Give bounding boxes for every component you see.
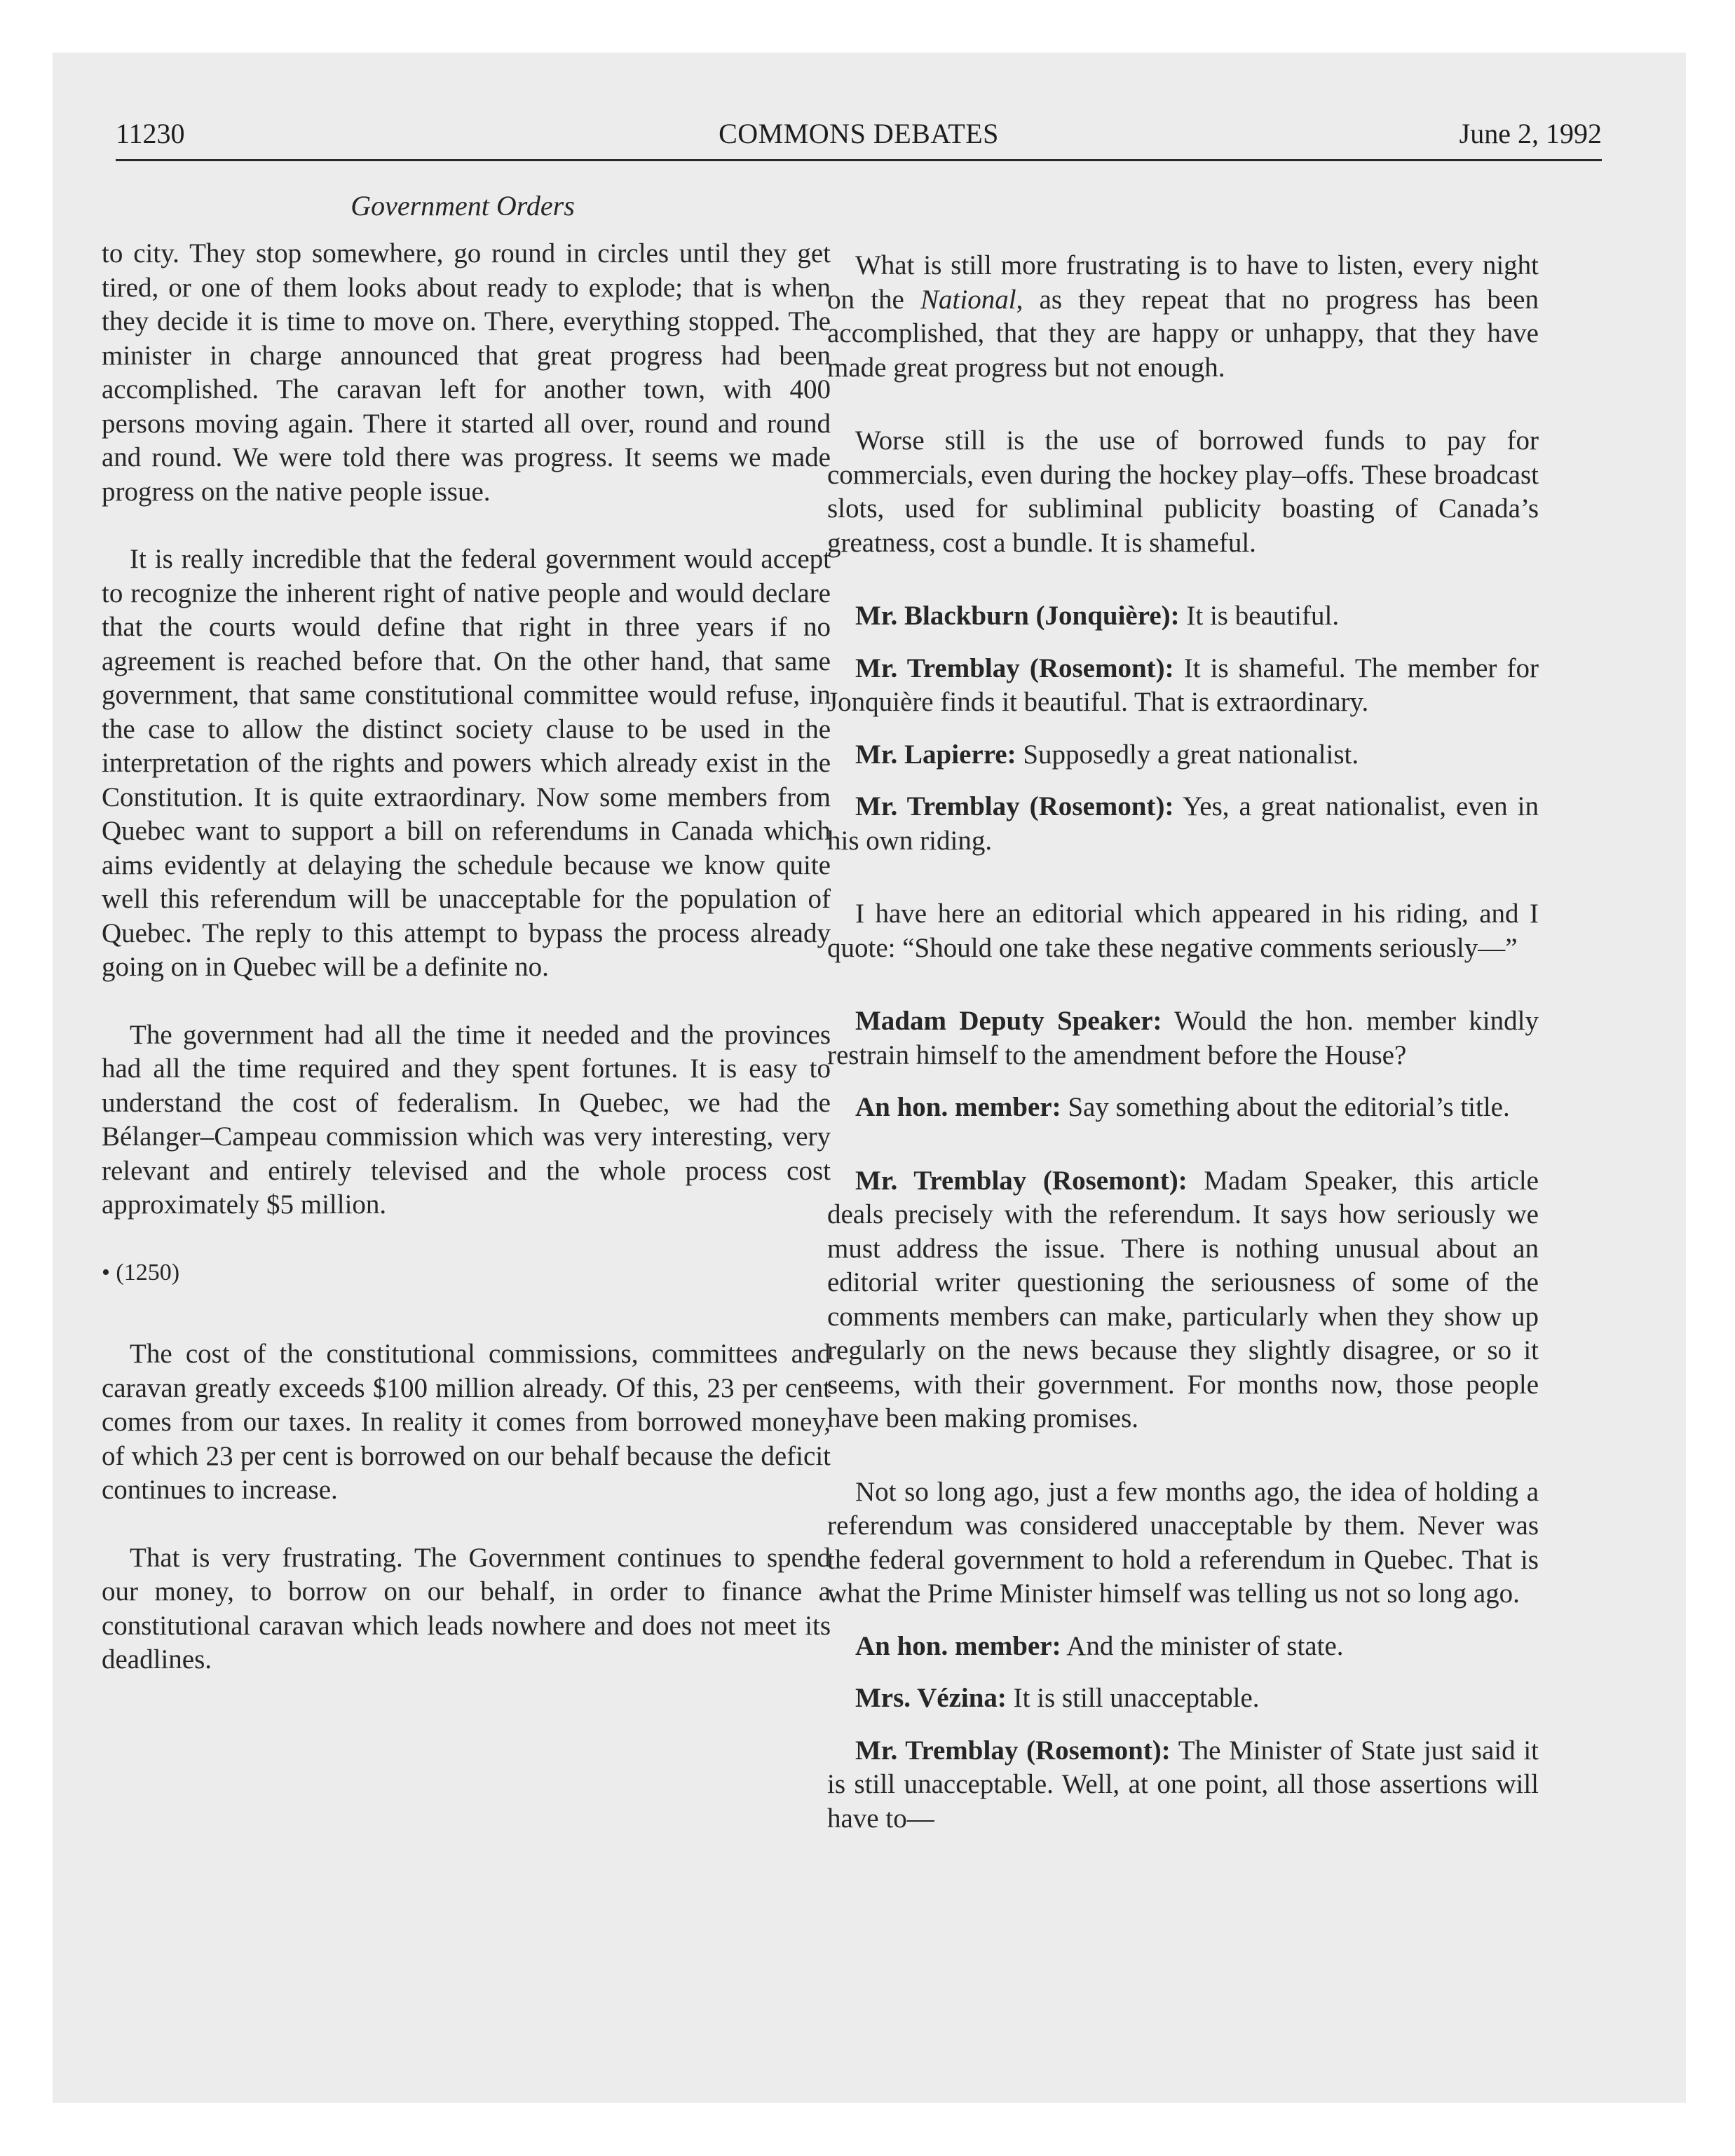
speaker-name: Madam Deputy Speaker: (855, 1006, 1162, 1036)
speaker-name: Mr. Tremblay (Rosemont): (855, 653, 1174, 683)
speaker-turn (827, 652, 1539, 720)
speaker-name: Mr. Tremblay (Rosemont): (855, 1165, 1188, 1196)
paragraph (827, 249, 1539, 385)
publication-title: COMMONS DEBATES (719, 118, 999, 149)
left-column (102, 237, 831, 1711)
speaker-turn (827, 1091, 1539, 1125)
speaker-turn (827, 1630, 1539, 1664)
page-header (116, 117, 1602, 159)
speech-text: The Minister of State just said it is still unacceptable. Well, at one point, all those assertions will have to— (827, 1735, 1539, 1834)
speaker-turn (827, 1004, 1539, 1072)
speech-text: It is shameful. The member for Jonquière finds it beautiful. That is extraordinary. (827, 653, 1539, 717)
program-name: National (920, 284, 1016, 315)
speech-text: Would the hon. member kindly restrain himself to the amendment before the House? (827, 1006, 1539, 1070)
paragraph: Worse still is the use of borrowed funds to pay for commercials, even during the hockey play–offs. These broadcast slots, used for subliminal publicity boasting of Canada’s greatness, cost a bundle. It is shameful. (827, 425, 1539, 558)
paragraph: I have here an editorial which appeared in his riding, and I quote: “Should one take these negative comments seriously—” (827, 899, 1539, 963)
paragraph: Not so long ago, just a few months ago, the idea of holding a referendum was considered unacceptable by them. Never was the federal government to hold a referendum in Quebec. That is what the Prime Minister himself was telling us not so long ago. (827, 1476, 1539, 1609)
time-marker: • (1250) (102, 1259, 180, 1285)
speaker-turn (827, 599, 1539, 634)
right-column (827, 249, 1539, 1854)
speech-text: It is beautiful. (1179, 601, 1340, 631)
speaker-name: Mrs. Vézina: (855, 1683, 1007, 1713)
publication-date: June 2, 1992 (1459, 118, 1602, 149)
speaker-turn (827, 738, 1539, 772)
paragraph: It is really incredible that the federal government would accept to recognize the inherent right of native people and would declare that the courts would define that right in three years if no agreement is reached before that. On the other hand, that same government, that same constitutional committee would refuse, in the case to allow the distinct society clause to be used in the interpretation of the rights and powers which already exist in the Constitution. It is quite extraordinary. Now some members from Quebec want to support a bill on referendums in Canada which aims evidently at delaying the schedule because we know quite well this referendum will be unacceptable for the population of Quebec. The reply to this attempt to bypass the process already going on in Quebec will be a definite no. (102, 544, 831, 982)
speaker-turn (827, 1734, 1539, 1836)
speaker-name: An hon. member: (855, 1630, 1061, 1661)
paragraph-text: What is still more frustrating is to have to listen, every night on the (827, 250, 1539, 315)
speaker-turn (827, 790, 1539, 858)
speech-text: It is still unacceptable. (1006, 1683, 1260, 1713)
paragraph: The cost of the constitutional commissions, committees and caravan greatly exceeds $100 million already. Of this, 23 per cent comes from our taxes. In reality it comes from borrowed money, of which 23 per cent is borrowed on our behalf because the deficit continues to increase. (102, 1339, 831, 1505)
speaker-name: Mr. Tremblay (Rosemont): (855, 1735, 1171, 1766)
section-title: Government Orders (351, 190, 575, 221)
scanned-page (53, 53, 1686, 2103)
paragraph: That is very frustrating. The Government continues to spend our money, to borrow on our behalf, in order to finance a constitutional caravan which leads nowhere and does not meet its deadlines. (102, 1542, 831, 1674)
page-number: 11230 (116, 118, 185, 149)
speech-text: Supposedly a great nationalist. (1016, 739, 1359, 770)
header-rule (116, 159, 1602, 161)
speaker-name: An hon. member: (855, 1092, 1061, 1122)
speaker-turn (827, 1681, 1539, 1716)
paragraph: to city. They stop somewhere, go round in circles until they get tired, or one of them looks about ready to explode; that is when they decide it is time to move on. There, everything stopped. The minister in charge announced that great progress had been accomplished. The caravan left for another town, with 400 persons moving again. There it started all over, round and round and round. We were told there was progress. It seems we made progress on the native people issue. (102, 238, 831, 507)
paragraph-text: , as they repeat that no progress has been accomplished, that they are happy or unhappy, that they have made great progress but not enough. (827, 284, 1539, 383)
speech-text: Say something about the editorial’s title. (1061, 1092, 1510, 1122)
speech-text: Madam Speaker, this article deals precisely with the referendum. It says how seriously we must address the issue. There is nothing unusual about an editorial writer questioning the seriousness of some of the comments members can make, particularly when they show up regularly on the news because they slightly disagree, or so it seems, with their government. For months now, those people have been making promises. (827, 1165, 1539, 1433)
speech-text: And the minister of state. (1061, 1630, 1344, 1661)
speaker-turn (827, 1164, 1539, 1436)
speech-text: Yes, a great nationalist, even in his own riding. (827, 791, 1539, 856)
paragraph: The government had all the time it needed and the provinces had all the time required and they spent fortunes. It is easy to understand the cost of federalism. In Quebec, we had the Bélanger–Campeau commission which was very interesting, very relevant and entirely televised and the whole process cost approximately $5 million. (102, 1019, 831, 1220)
speaker-name: Mr. Lapierre: (855, 739, 1016, 770)
speaker-name: Mr. Blackburn (Jonquière): (855, 601, 1180, 631)
speaker-name: Mr. Tremblay (Rosemont): (855, 791, 1174, 821)
